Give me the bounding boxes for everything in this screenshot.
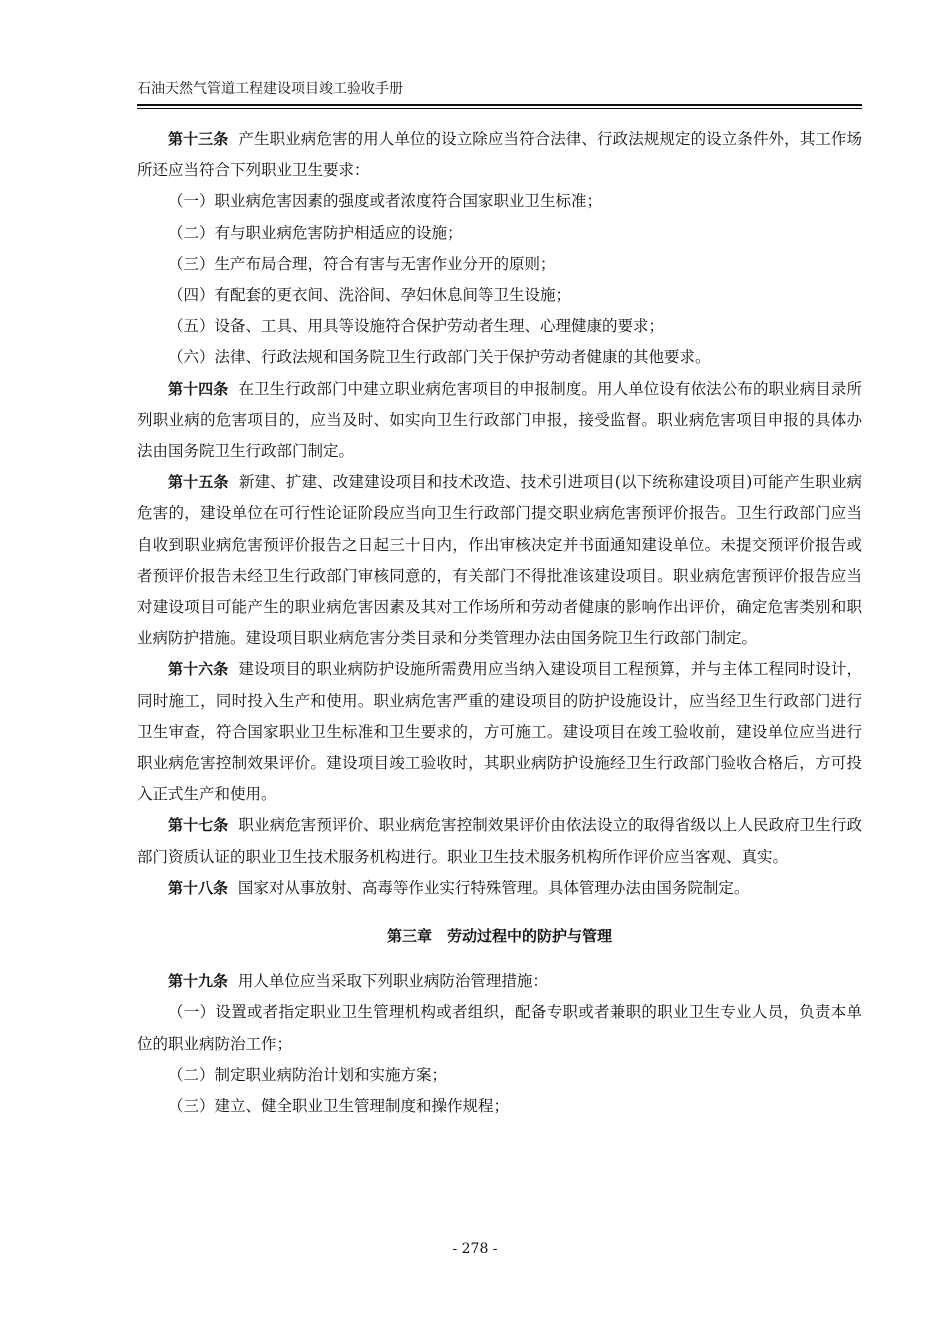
list-item-text: （三）生产布局合理，符合有害与无害作业分开的原则； [168,254,556,273]
article-17 [137,810,862,872]
article-label: 第十三条 [168,130,229,148]
list-item-text: （二）制定职业病防治计划和实施方案； [168,1065,448,1084]
article-text: 在卫生行政部门中建立职业病危害项目的申报制度。用人单位设有依法公布的职业病目录所列职业病的危害项目的，应当及时、如实向卫生行政部门申报，接受监督。职业病危害项目申报的具体办法由国务院卫生行政部门制定。 [137,379,862,461]
article-text: 用人单位应当采取下列职业病防治管理措施： [237,972,548,991]
article-text: 国家对从事放射、高毒等作业实行特殊管理。具体管理办法由国务院制定。 [237,878,750,897]
list-item [137,186,862,217]
list-item-text: （三）建立、健全职业卫生管理制度和操作规程； [168,1097,510,1116]
list-item [137,997,862,1059]
list-item [137,218,862,249]
list-item [137,342,862,373]
article-label: 第十八条 [168,878,229,897]
article-16 [137,654,862,810]
list-item-text: （一）设置或者指定职业卫生管理机构或者组织，配备专职或者兼职的职业卫生专业人员，负责本单位的职业病防治工作； [137,1003,862,1053]
list-item [137,280,862,311]
article-label: 第十六条 [168,660,229,679]
article-13 [137,124,862,186]
list-item [137,249,862,280]
article-label: 第十五条 [168,473,229,492]
article-text: 职业病危害预评价、职业病危害控制效果评价由依法设立的取得省级以上人民政府卫生行政部门资质认证的职业卫生技术服务机构进行。职业卫生技术服务机构所作评价应当客观、真实。 [137,816,862,866]
article-label: 第十七条 [168,816,229,835]
list-item-text: （五）设备、工具、用具等设施符合保护劳动者生理、心理健康的要求； [168,317,665,336]
page-number: - 278 - [452,1241,498,1257]
article-text: 产生职业病危害的用人单位的设立除应当符合法律、行政法规规定的设立条件外，其工作场所还应当符合下列职业卫生要求： [137,130,862,180]
list-item-text: （一）职业病危害因素的强度或者浓度符合国家职业卫生标准； [168,192,603,211]
article-label: 第十九条 [168,972,229,991]
article-18 [137,873,862,904]
document-body [137,124,862,1122]
article-19 [137,966,862,997]
list-item [137,1091,862,1122]
running-header: 石油天然气管道工程建设项目竣工验收手册 [137,81,403,97]
list-item [137,1060,862,1091]
article-label: 第十四条 [168,379,229,398]
list-item-text: （六）法律、行政法规和国务院卫生行政部门关于保护劳动者健康的其他要求。 [168,348,711,367]
header-rule-thick [137,104,862,106]
header-rule-thin [137,108,862,109]
article-14 [137,374,862,468]
article-text: 建设项目的职业病防护设施所需费用应当纳入建设项目工程预算，并与主体工程同时设计，同时施工，同时投入生产和使用。职业病危害严重的建设项目的防护设施设计，应当经卫生行政部门进行卫生审查，符合国家职业卫生标准和卫生要求的，方可施工。建设项目在竣工验收前，建设单位应当进行职业病危害控制效果评价。建设项目竣工验收时，其职业病防护设施经卫生行政部门验收合格后，方可投入正式生产和使用。 [137,660,862,804]
article-15 [137,467,862,654]
article-text: 新建、扩建、改建建设项目和技术改造、技术引进项目(以下统称建设项目)可能产生职业病危害的，建设单位在可行性论证阶段应当向卫生行政部门提交职业病危害预评价报告。卫生行政部门应当自收到职业病危害预评价报告之日起三十日内，作出审核决定并书面通知建设单位。未提交预评价报告或者预评价报告未经卫生行政部门审核同意的，有关部门不得批准该建设项目。职业病危害预评价报告应当对建设项目可能产生的职业病危害因素及其对工作场所和劳动者健康的影响作出评价，确定危害类别和职业病防护措施。建设项目职业病危害分类目录和分类管理办法由国务院卫生行政部门制定。 [137,473,862,648]
list-item-text: （二）有与职业病危害防护相适应的设施； [168,223,463,242]
list-item [137,311,862,342]
list-item-text: （四）有配套的更衣间、洗浴间、孕妇休息间等卫生设施； [168,286,572,305]
chapter-heading: 第三章 劳动过程中的防护与管理 [386,927,612,946]
